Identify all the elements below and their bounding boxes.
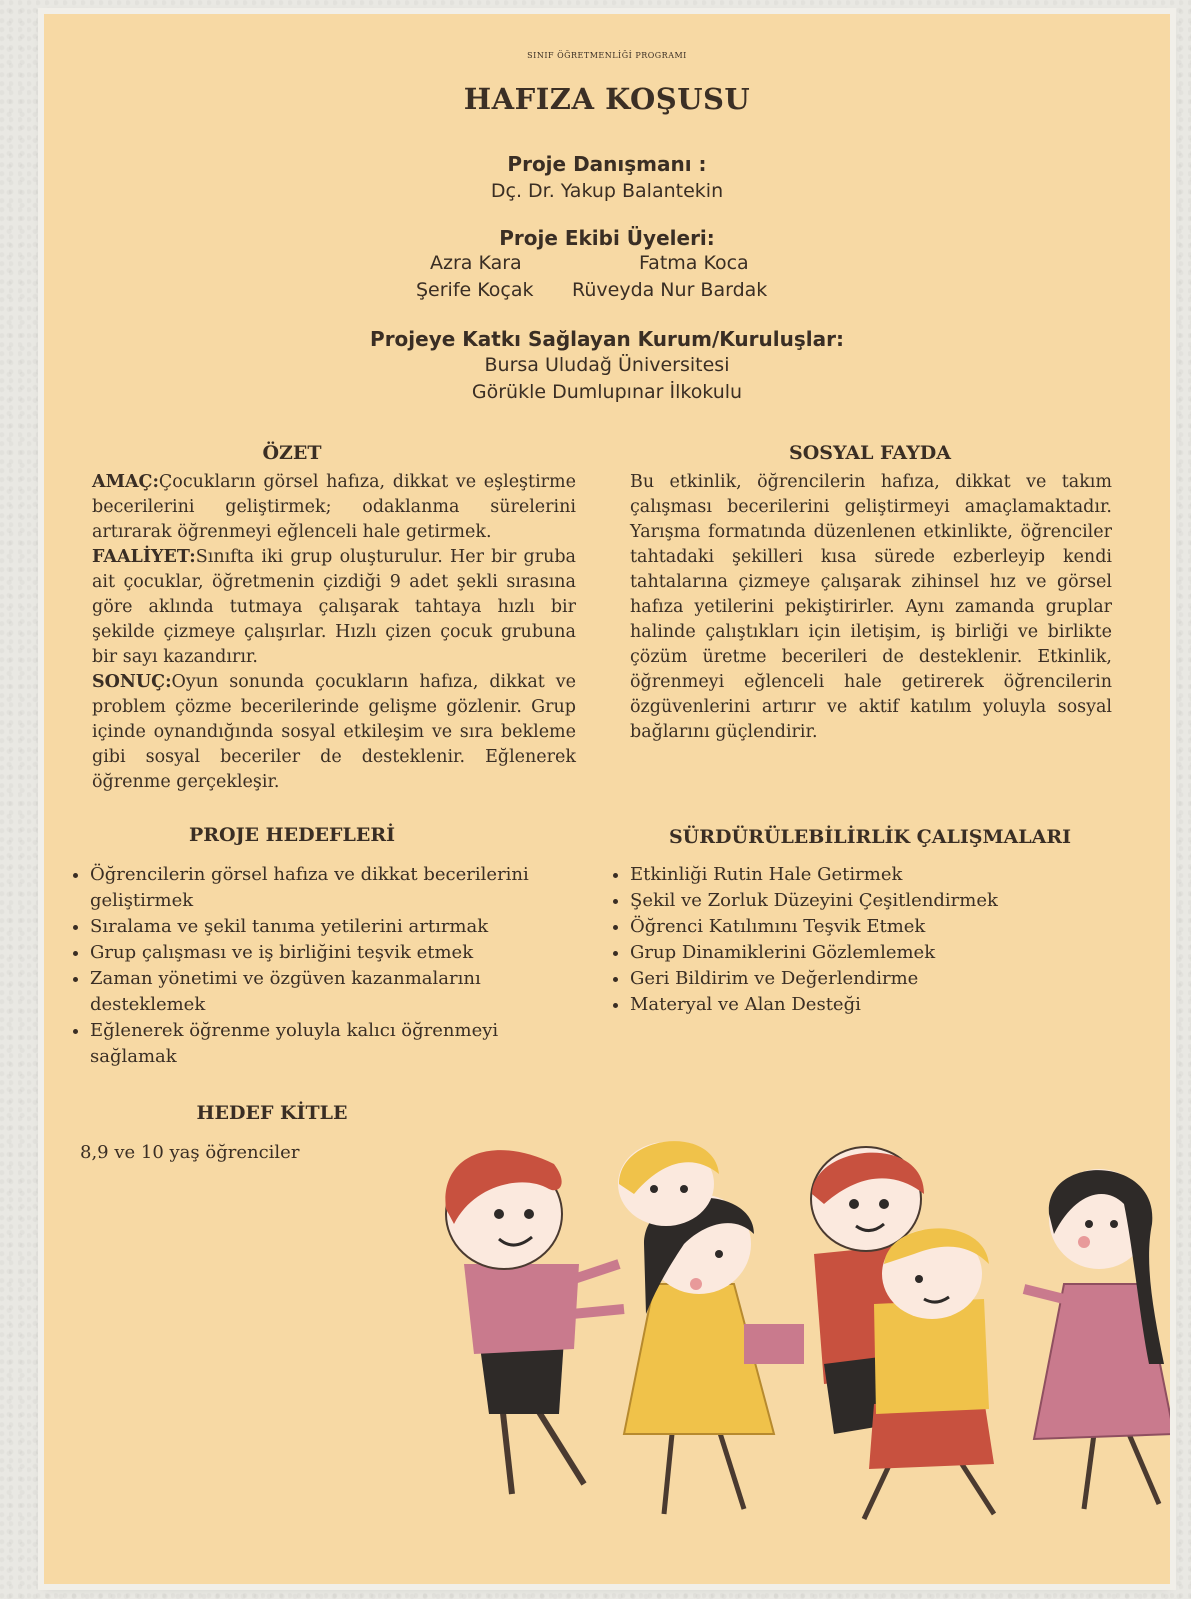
goal-item: • Eğlenerek öğrenme yoluyla kalıcı öğrenmeyi sağlamak bbox=[90, 1018, 560, 1070]
goal-item: • Sıralama ve şekil tanıma yetilerini artırmak bbox=[90, 914, 560, 940]
social-benefit-heading: SOSYAL FAYDA bbox=[788, 442, 951, 464]
goal-item: • Grup çalışması ve iş birliğini teşvik etmek bbox=[90, 940, 560, 966]
sustainability-item: • Geri Bildirim ve Değerlendirme bbox=[630, 966, 1100, 992]
activity-label: FAALİYET: bbox=[92, 547, 196, 567]
advisor-heading: Proje Danışmanı : bbox=[507, 152, 707, 176]
team-member: Rüveyda Nur Bardak bbox=[572, 279, 768, 301]
summary-heading: ÖZET bbox=[262, 442, 322, 464]
program-name: SINIF ÖĞRETMENLİĞİ PROGRAMI bbox=[527, 51, 687, 60]
summary-text bbox=[92, 470, 576, 795]
child-figure bbox=[445, 1150, 624, 1494]
result-label: SONUÇ: bbox=[92, 672, 172, 692]
sustainability-item: • Etkinliği Rutin Hale Getirmek bbox=[630, 862, 1100, 888]
activity-text: Sınıfta iki grup oluşturulur. Her bir gruba ait çocuklar, öğretmenin çizdiği 9 adet şekli sırasına göre aklında tutmaya çalışarak tahtaya hızlı bir şekilde çizmeye çalışırlar. Hızlı çizen çocuk grubuna bir sayı kazandırır. bbox=[92, 547, 576, 667]
goals-list bbox=[70, 862, 560, 1070]
poster bbox=[44, 14, 1170, 1584]
sustainability-item: • Öğrenci Katılımını Teşvik Etmek bbox=[630, 914, 1100, 940]
team-member: Fatma Koca bbox=[639, 252, 749, 274]
children-illustration bbox=[384, 1114, 1170, 1534]
audience-text: 8,9 ve 10 yaş öğrenciler bbox=[80, 1142, 300, 1163]
sustainability-item: • Şekil ve Zorluk Düzeyini Çeşitlendirmek bbox=[630, 888, 1100, 914]
team-member: Şerife Koçak bbox=[416, 279, 534, 301]
goal-item: • Zaman yönetimi ve özgüven kazanmalarını desteklemek bbox=[90, 966, 560, 1018]
advisor-name: Dç. Dr. Yakup Balantekin bbox=[490, 180, 724, 202]
child-figure bbox=[864, 1228, 994, 1519]
contributor-item: Bursa Uludağ Üniversitesi bbox=[484, 354, 730, 376]
social-benefit-text: Bu etkinlik, öğrencilerin hafıza, dikkat ve takım çalışması becerilerini geliştirmeyi amaçlamaktadır. Yarışma formatında düzenlenen etkinlikte, öğrenciler tahtadaki şekilleri kısa sürede ezberleyip kendi tahtalarına çizmeye çalışarak zihinsel hız ve görsel hafıza yetilerini pekiştirirler. Aynı zamanda gruplar halinde çalıştıkları için iletişim, iş birliği ve birlikte çözüm üretme becerileri de desteklenir. Etkinlik, öğrenmeyi eğlenceli hale getirerek öğrencilerin özgüvenlerini artırır ve aktif katılım yoluyla sosyal bağlarını güçlendirir. bbox=[630, 472, 1112, 742]
result-text: Oyun sonunda çocukların hafıza, dikkat ve problem çözme becerilerinde gelişme gözlenir. Grup içinde oynandığında sosyal etkileşim ve sıra bekleme gibi sosyal beceriler de desteklenir. Eğlenerek öğrenme gerçekleşir. bbox=[92, 672, 576, 792]
child-figure bbox=[1024, 1169, 1170, 1509]
sustainability-item: • Grup Dinamiklerini Gözlemlemek bbox=[630, 940, 1100, 966]
aim-text: Çocukların görsel hafıza, dikkat ve eşleştirme becerilerini geliştirmek; odaklanma sürelerini artırarak öğrenmeyi eğlenceli hale getirmek. bbox=[92, 472, 576, 542]
goals-heading: PROJE HEDEFLERİ bbox=[188, 824, 396, 846]
child-figure bbox=[624, 1194, 804, 1514]
contributor-item: Görükle Dumlupınar İlkokulu bbox=[471, 381, 743, 403]
sustainability-item: • Materyal ve Alan Desteği bbox=[630, 992, 1100, 1018]
sustainability-heading: SÜRDÜRÜLEBİLİRLİK ÇALIŞMALARI bbox=[668, 826, 1072, 848]
aim-label: AMAÇ: bbox=[92, 472, 159, 492]
team-heading: Proje Ekibi Üyeleri: bbox=[499, 226, 715, 250]
sustainability-list bbox=[610, 862, 1100, 1018]
goal-item: • Öğrencilerin görsel hafıza ve dikkat becerilerini geliştirmek bbox=[90, 862, 560, 914]
team-member: Azra Kara bbox=[430, 252, 522, 274]
contributors-heading: Projeye Katkı Sağlayan Kurum/Kuruluşlar: bbox=[370, 327, 844, 351]
poster-title: HAFIZA KOŞUSU bbox=[463, 82, 751, 116]
audience-heading: HEDEF KİTLE bbox=[196, 1102, 348, 1124]
